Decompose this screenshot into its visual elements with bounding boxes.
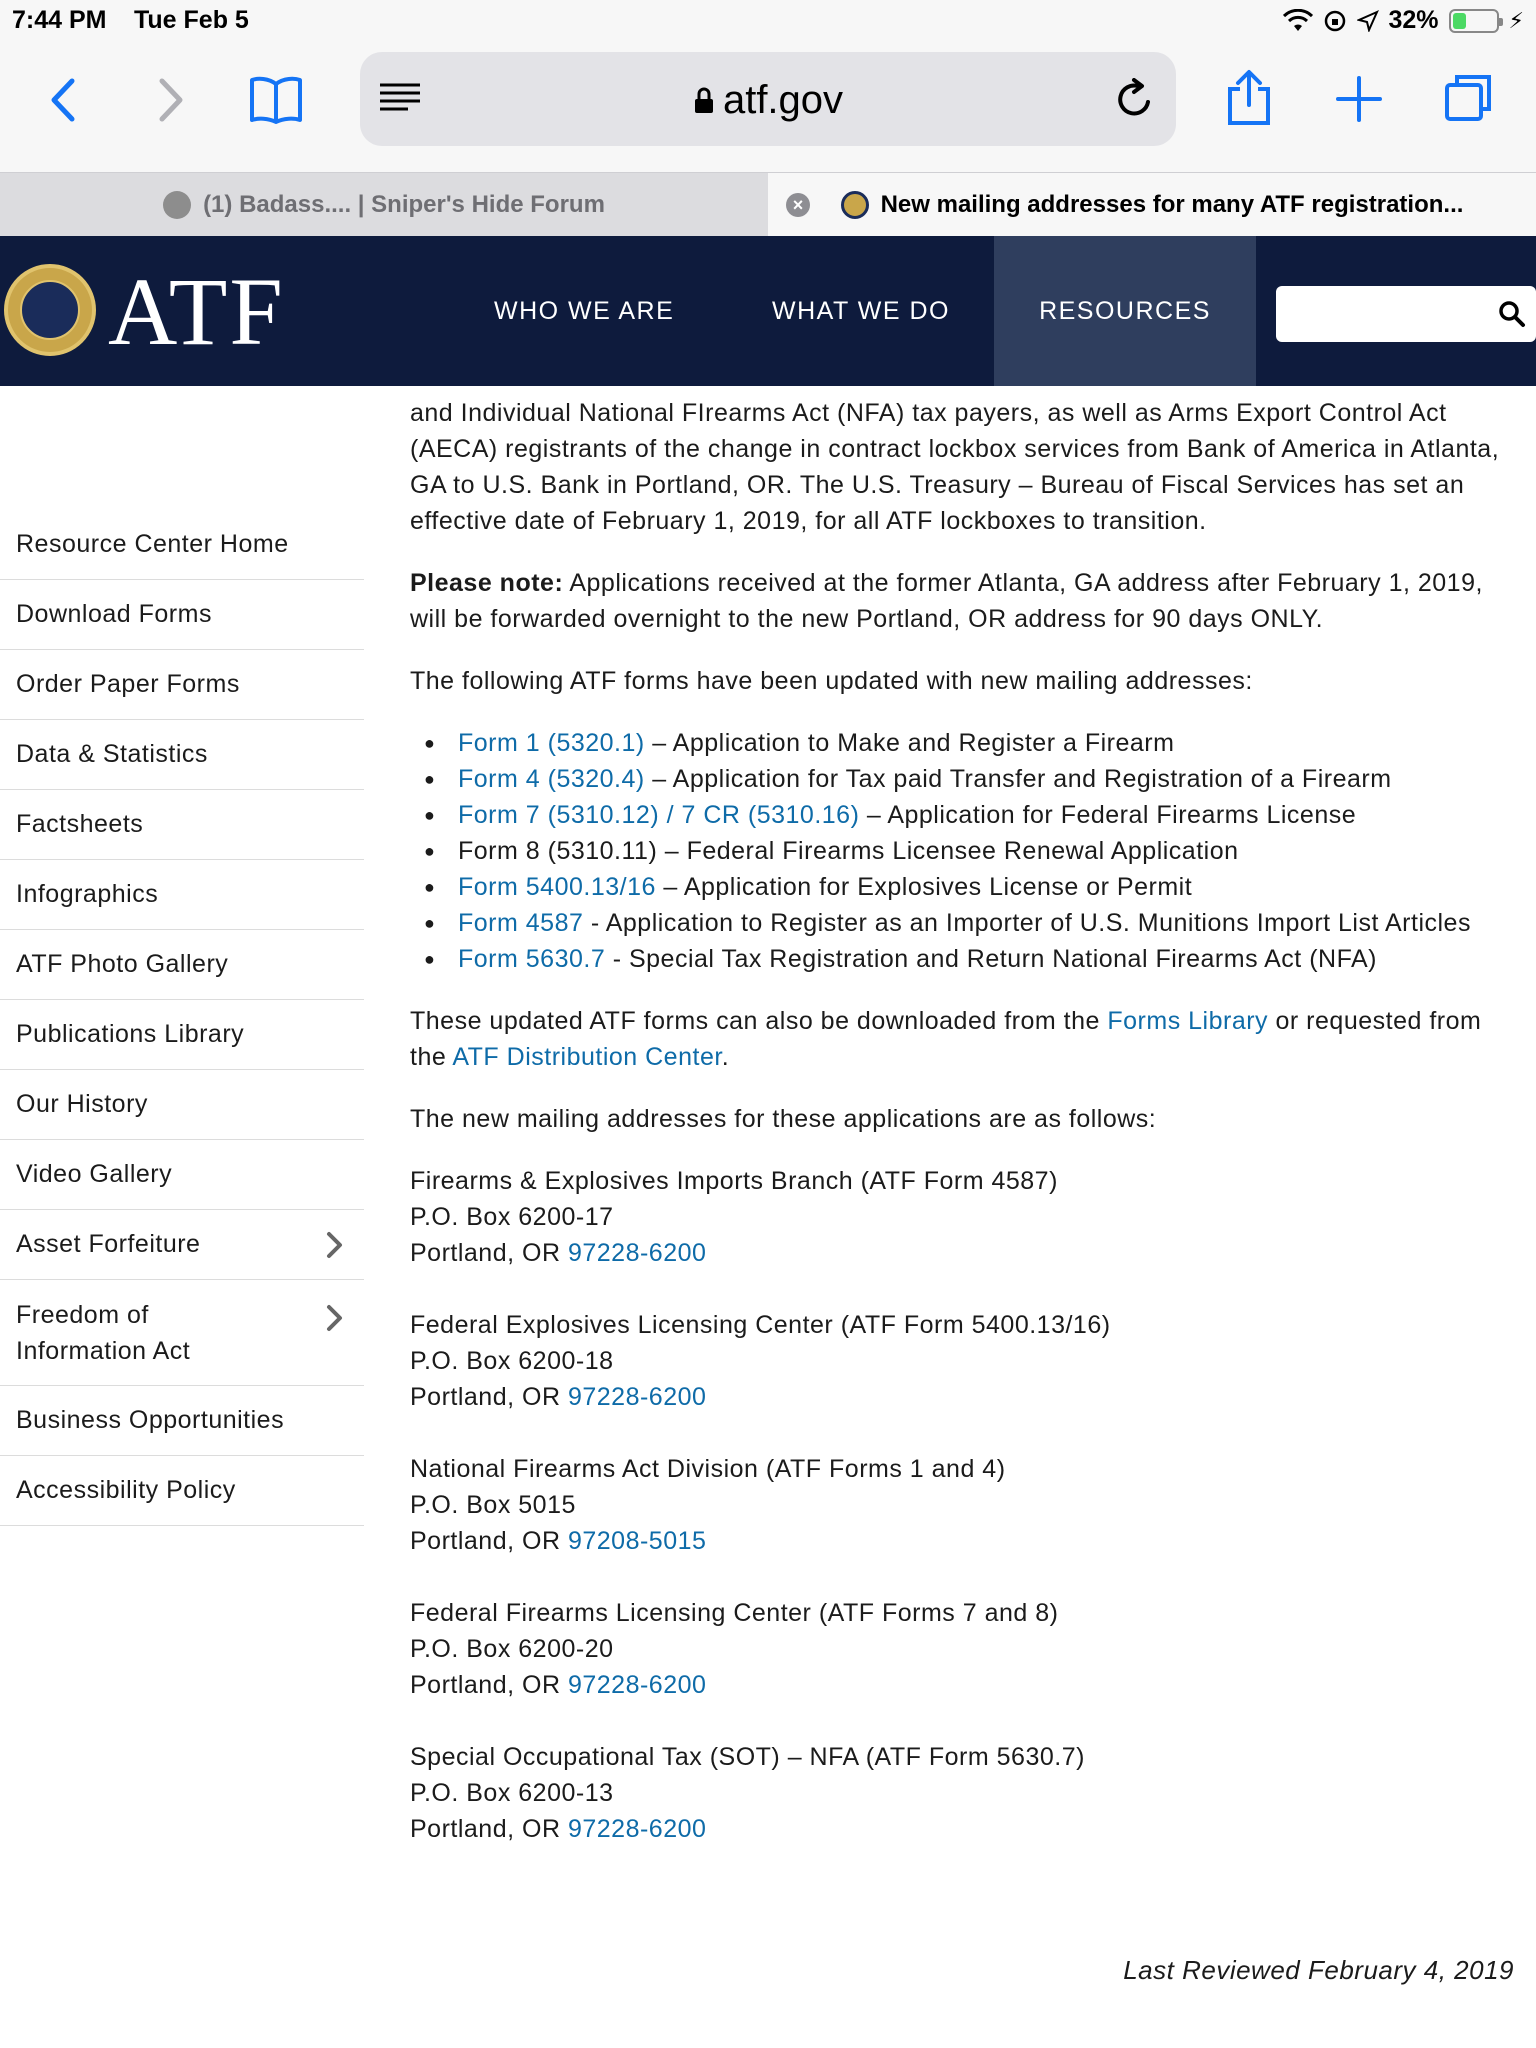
address-box: P.O. Box 6200-20 — [410, 1635, 614, 1663]
atf-favicon — [841, 191, 869, 219]
seal-inner — [20, 280, 80, 340]
sidebar-item-label: Asset Forfeiture — [16, 1230, 201, 1258]
address-name: National Firearms Act Division (ATF Forms 1 and 4) — [410, 1455, 1006, 1483]
last-reviewed: Last Reviewed February 4, 2019 — [1123, 1955, 1514, 1985]
address-block — [410, 1739, 1515, 1847]
address-block — [410, 1451, 1515, 1559]
intro-paragraph: and Individual National FIrearms Act (NFA) tax payers, as well as Arms Export Control Act (AECA) registrants of the change in contract lockbox services from Bank of America in Atlanta, GA to U.S. Bank in Portland, OR. The U.S. Treasury – Bureau of Fiscal Services has set an effective date of February 1, 2019, for all ATF lockboxes to transition. — [410, 399, 1500, 535]
form-4-link[interactable]: Form 4 (5320.4) — [458, 765, 645, 793]
article-body — [410, 395, 1515, 1883]
address-city: Portland, OR — [410, 1239, 568, 1267]
share-icon — [1226, 69, 1272, 127]
address-city-line — [410, 1667, 1515, 1703]
form-desc: Form 8 (5310.11) – Federal Firearms Licensee Renewal Application — [458, 837, 1239, 865]
chevron-right-icon — [326, 1304, 344, 1332]
sidebar-item-data-statistics[interactable]: Data & Statistics — [0, 720, 364, 790]
chevron-right-icon — [326, 1231, 344, 1259]
address-box: P.O. Box 5015 — [410, 1491, 576, 1519]
form-7-link[interactable]: Form 7 (5310.12) / 7 CR (5310.16) — [458, 801, 860, 829]
lock-icon — [693, 87, 715, 115]
chevron-left-icon — [48, 77, 76, 123]
address-box: P.O. Box 6200-18 — [410, 1347, 614, 1375]
address-city-line — [410, 1811, 1515, 1847]
note-label: Please note: — [410, 569, 564, 597]
zip-link[interactable]: 97228-6200 — [567, 1383, 707, 1411]
tab-title: New mailing addresses for many ATF registration... — [880, 191, 1464, 218]
address-name: Federal Firearms Licensing Center (ATF Forms 7 and 8) — [410, 1599, 1059, 1627]
url-domain — [360, 78, 1176, 123]
address-city: Portland, OR — [410, 1815, 568, 1843]
location-icon — [1357, 10, 1379, 32]
address-name: Federal Explosives Licensing Center (ATF Form 5400.13/16) — [410, 1311, 1111, 1339]
address-block — [410, 1595, 1515, 1703]
sidebar-item-asset-forfeiture[interactable] — [0, 1210, 364, 1280]
forms-intro: The following ATF forms have been updated with new mailing addresses: — [410, 667, 1253, 695]
sidebar-item-factsheets[interactable]: Factsheets — [0, 790, 364, 860]
forms-list — [410, 725, 1515, 977]
reload-button[interactable] — [1114, 78, 1154, 125]
address-name: Special Occupational Tax (SOT) – NFA (ATF Form 5630.7) — [410, 1743, 1085, 1771]
resources-sidebar — [0, 510, 364, 1526]
sidebar-item-publications-library[interactable]: Publications Library — [0, 1000, 364, 1070]
list-item — [458, 905, 1515, 941]
battery-percent: 32% — [1388, 6, 1439, 34]
list-item — [458, 869, 1515, 905]
address-box: P.O. Box 6200-13 — [410, 1779, 614, 1807]
nav-resources[interactable]: RESOURCES — [994, 236, 1256, 386]
note-paragraph — [410, 565, 1515, 637]
status-bar — [0, 0, 1536, 42]
zip-link[interactable]: 97228-6200 — [567, 1815, 707, 1843]
address-city: Portland, OR — [410, 1527, 568, 1555]
tab-bar — [0, 172, 1536, 236]
list-item — [458, 797, 1515, 833]
tabs-overview-button[interactable] — [1442, 70, 1496, 124]
sidebar-item-order-paper-forms[interactable]: Order Paper Forms — [0, 650, 364, 720]
address-box: P.O. Box 6200-17 — [410, 1203, 614, 1231]
wifi-icon — [1283, 9, 1313, 33]
list-item — [458, 833, 1515, 869]
sidebar-item-business-opportunities[interactable]: Business Opportunities — [0, 1386, 364, 1456]
sidebar-item-resource-center-home[interactable]: Resource Center Home — [0, 510, 364, 580]
sidebar-item-accessibility-policy[interactable]: Accessibility Policy — [0, 1456, 364, 1526]
form-1-link[interactable]: Form 1 (5320.1) — [458, 729, 645, 757]
address-city: Portland, OR — [410, 1383, 568, 1411]
tab-title: (1) Badass.... | Sniper's Hide Forum — [203, 191, 605, 218]
form-desc: - Application to Register as an Importer of U.S. Munitions Import List Articles — [583, 909, 1471, 937]
search-icon[interactable] — [1498, 300, 1526, 328]
orientation-lock-icon — [1323, 9, 1347, 33]
atf-logo-text[interactable]: ATF — [108, 258, 285, 365]
status-time: 7:44 PM — [12, 6, 107, 34]
address-city: Portland, OR — [410, 1671, 568, 1699]
sidebar-item-foia[interactable] — [0, 1280, 364, 1386]
form-5400-link[interactable]: Form 5400.13/16 — [458, 873, 656, 901]
zip-link[interactable]: 97228-6200 — [567, 1671, 707, 1699]
new-tab-button[interactable] — [1334, 74, 1384, 124]
sidebar-item-infographics[interactable]: Infographics — [0, 860, 364, 930]
back-button[interactable] — [40, 72, 84, 128]
bookmarks-button[interactable] — [246, 72, 306, 128]
tab-snipers-hide[interactable] — [0, 173, 768, 237]
address-block — [410, 1163, 1515, 1271]
form-desc: – Application for Federal Firearms License — [859, 801, 1357, 829]
battery-icon — [1449, 9, 1499, 33]
distribution-center-link[interactable]: ATF Distribution Center — [452, 1043, 722, 1071]
note-text: Applications received at the former Atlanta, GA address after February 1, 2019, will be forwarded overnight to the new Portland, OR address for 90 days ONLY. — [410, 569, 1483, 633]
form-desc: - Special Tax Registration and Return National Firearms Act (NFA) — [605, 945, 1377, 973]
address-city-line — [410, 1379, 1515, 1415]
domain-text: atf.gov — [722, 78, 844, 122]
download-post: . — [721, 1043, 730, 1071]
sidebar-item-video-gallery[interactable]: Video Gallery — [0, 1140, 364, 1210]
address-city-line — [410, 1523, 1515, 1559]
address-block — [410, 1307, 1515, 1415]
address-name: Firearms & Explosives Imports Branch (ATF Form 4587) — [410, 1167, 1058, 1195]
list-item — [458, 941, 1515, 977]
status-right — [1283, 6, 1525, 35]
form-5630-link[interactable]: Form 5630.7 — [458, 945, 606, 973]
zip-link[interactable]: 97208-5015 — [567, 1527, 707, 1555]
site-search-input[interactable] — [1276, 286, 1536, 342]
battery-fill — [1453, 13, 1466, 29]
atf-seal-logo[interactable] — [4, 264, 96, 356]
share-button[interactable] — [1224, 66, 1274, 130]
tabs-icon — [1443, 71, 1495, 123]
zip-link[interactable]: 97228-6200 — [567, 1239, 707, 1267]
status-date: Tue Feb 5 — [134, 6, 249, 34]
sidebar-item-our-history[interactable]: Our History — [0, 1070, 364, 1140]
list-item — [458, 725, 1515, 761]
reload-icon — [1114, 78, 1154, 120]
book-icon — [248, 76, 304, 124]
form-desc: – Application for Tax paid Transfer and Registration of a Firearm — [644, 765, 1392, 793]
form-desc: – Application to Make and Register a Firearm — [644, 729, 1175, 757]
forward-button[interactable] — [150, 72, 194, 128]
tab-atf[interactable] — [768, 173, 1536, 237]
address-city-line — [410, 1235, 1515, 1271]
chevron-right-icon — [158, 77, 186, 123]
sidebar-item-download-forms[interactable]: Download Forms — [0, 580, 364, 650]
form-4587-link[interactable]: Form 4587 — [458, 909, 584, 937]
address-bar[interactable] — [360, 52, 1176, 146]
addresses-intro: The new mailing addresses for these applications are as follows: — [410, 1105, 1157, 1133]
download-mid: or requested from the — [410, 1007, 1482, 1071]
list-item — [458, 761, 1515, 797]
sidebar-item-photo-gallery[interactable]: ATF Photo Gallery — [0, 930, 364, 1000]
forms-library-link[interactable]: Forms Library — [1107, 1007, 1269, 1035]
nav-who-we-are[interactable]: WHO WE ARE — [494, 296, 675, 325]
plus-icon — [1336, 76, 1382, 122]
browser-toolbar — [0, 42, 1536, 172]
form-desc: – Application for Explosives License or Permit — [655, 873, 1193, 901]
download-pre: These updated ATF forms can also be downloaded from the — [410, 1007, 1108, 1035]
site-header — [0, 236, 1536, 386]
download-paragraph — [410, 1003, 1515, 1075]
close-tab-icon[interactable]: × — [786, 193, 810, 217]
charging-icon: ⚡ — [1508, 7, 1524, 33]
sidebar-item-label: Freedom of Information Act — [16, 1300, 191, 1365]
nav-what-we-do[interactable]: WHAT WE DO — [772, 296, 950, 325]
snipers-hide-favicon — [163, 191, 191, 219]
